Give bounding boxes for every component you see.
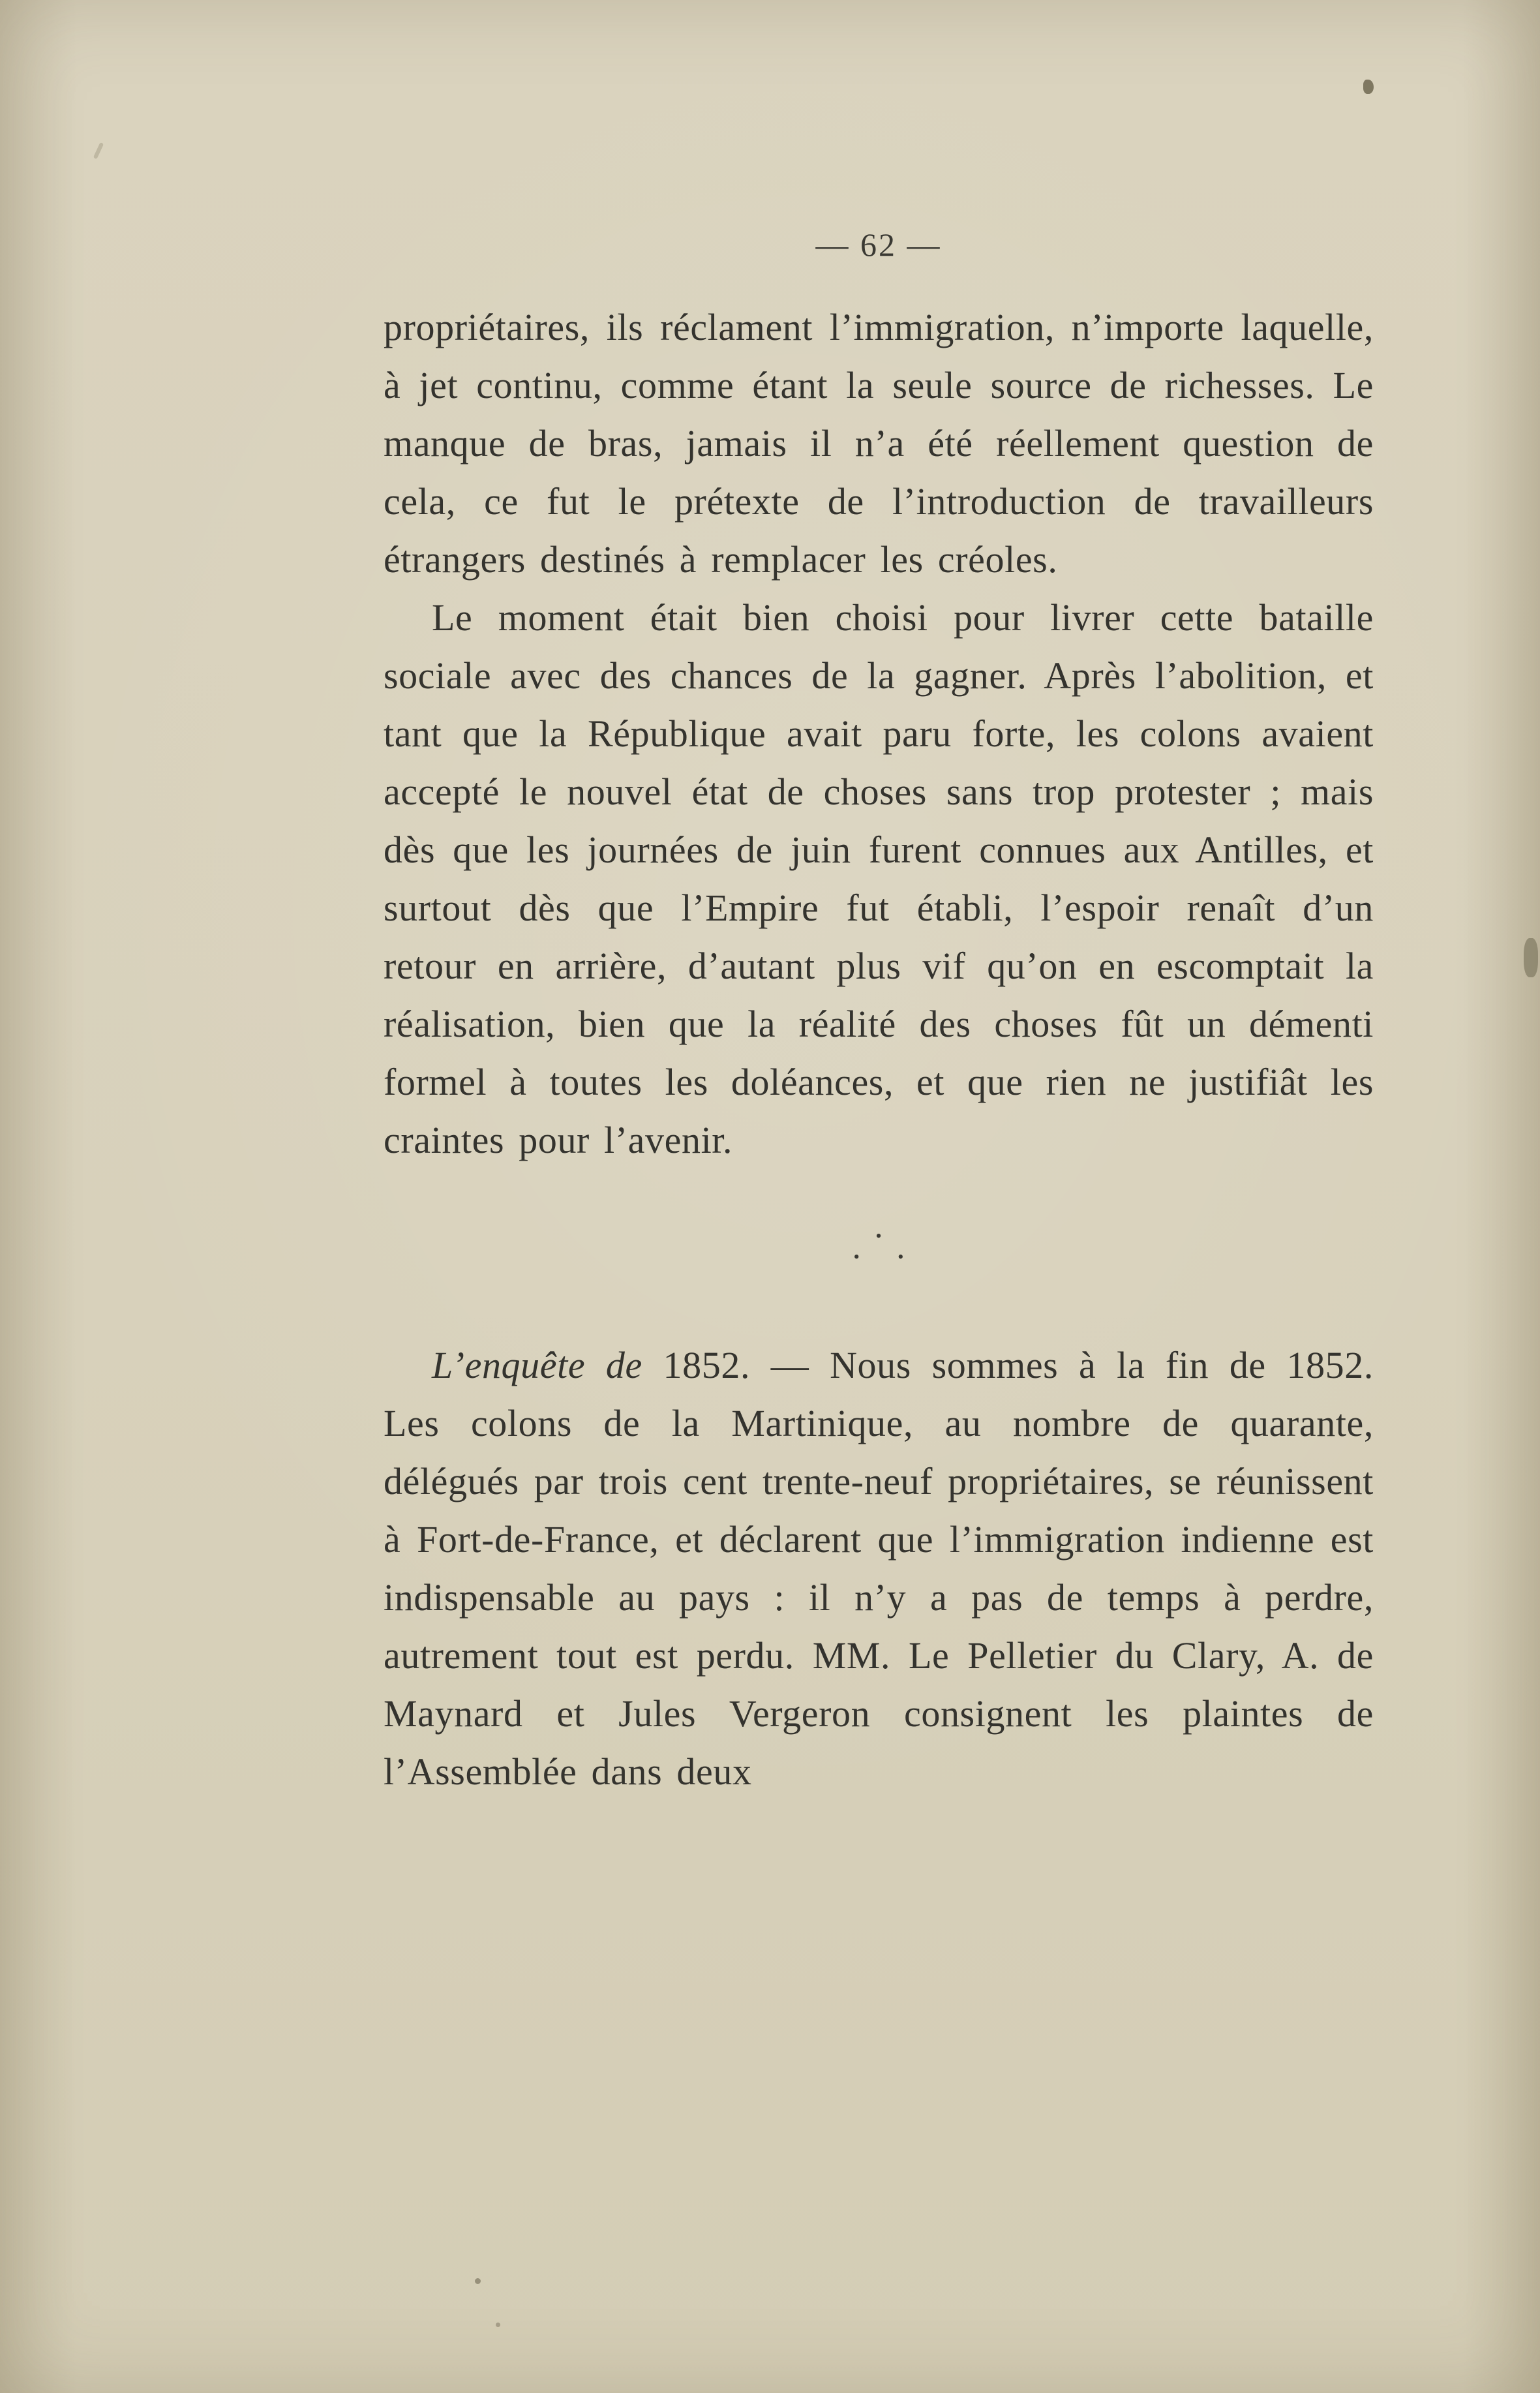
scan-speck [1363,80,1374,94]
paragraph-enquete [384,1336,1374,1801]
asterism-top-dot: • [875,1227,882,1245]
enquete-lead-italic: L’enquête de [432,1344,642,1386]
enquete-body-text: 1852. — Nous sommes à la fin de 1852. Les colons de la Martinique, au nombre de quarante, délégués par trois cent trente-neuf propriétaires, se réunissent à Fort-de-France, et déclarent que l’immigration indienne est indispensable au pays : il n’y a pas de temps à perdre, autrement tout est perdu. MM. Le Pelletier du Clary, A. de Maynard et Jules Vergeron consignent les plaintes de l’Assemblée dans deux [384,1344,1374,1793]
paragraph-continuation: propriétaires, ils réclament l’immigration, n’importe laquelle, à jet continu, comme étant la seule source de richesses. Le manque de bras, jamais il n’a été réellement question de cela, ce fut le prétexte de l’introduction de travailleurs étrangers destinés à remplacer les créoles. [384,306,1374,581]
scan-speck [475,2278,481,2284]
asterism-bottom-dots: • • [853,1247,921,1266]
paragraph-le-moment: Le moment était bien choisi pour livrer cette bataille sociale avec des chances de la gagner. Après l’abolition, et tant que la République avait paru forte, les colons avaient accepté le nouvel état de choses sans trop protester ; mais dès que les journées de juin furent connues aux Antilles, et surtout dès que l’Empire fut établi, l’espoir renaît d’un retour en arrière, d’autant plus vif qu’on en escomptait la réalisation, bien que la réalité des choses fût un démenti formel à toutes les doléances, et que rien ne justifiât les craintes pour l’avenir. [384,596,1374,1161]
scan-speck [1524,938,1538,977]
page-number: — 62 — [815,226,942,263]
scan-speck [93,142,104,159]
scan-speck [496,2323,500,2327]
text-block [384,225,1374,1801]
section-separator-asterism [384,1227,1374,1268]
